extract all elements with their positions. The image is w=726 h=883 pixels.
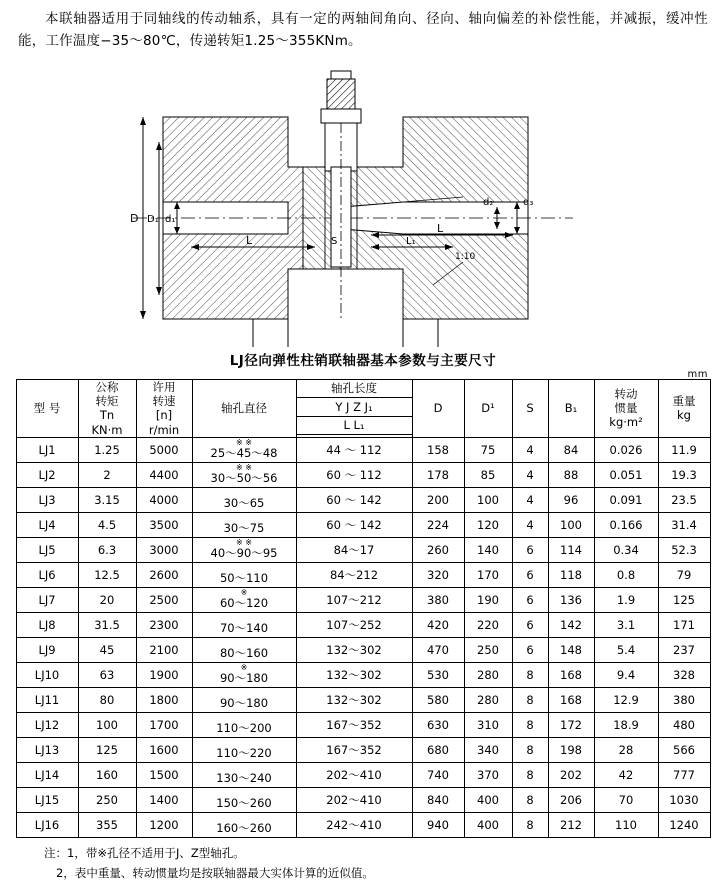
- bore-star-marks: [193, 814, 296, 821]
- table-notes: [44, 844, 682, 883]
- cell-model: LJ9: [16, 638, 78, 663]
- cell-speed: 1700: [136, 713, 192, 738]
- cell-D: 260: [412, 538, 464, 563]
- cell-S: 8: [512, 663, 548, 688]
- cell-bore-diameter: [192, 563, 296, 588]
- cell-bore-length: 132～302: [296, 638, 412, 663]
- cell-bore-diameter: [192, 813, 296, 838]
- th-S: S: [512, 379, 548, 438]
- bore-star-marks: [193, 789, 296, 796]
- cell-bore-diameter: [192, 663, 296, 688]
- table-row: [16, 438, 710, 463]
- cell-B1: 206: [548, 788, 594, 813]
- cell-inertia: 9.4: [594, 663, 658, 688]
- cell-torque: 1.25: [78, 438, 136, 463]
- cell-weight: 11.9: [658, 438, 710, 463]
- cell-D: 940: [412, 813, 464, 838]
- cell-bore-diameter: [192, 763, 296, 788]
- bore-star-marks: ※ ※: [236, 538, 252, 548]
- cell-weight: 328: [658, 663, 710, 688]
- cell-inertia: 3.1: [594, 613, 658, 638]
- cell-bore-length: 84～17: [296, 538, 412, 563]
- th-speed-l4: r/min: [148, 422, 180, 437]
- bore-diameter-value: 150～260: [216, 796, 272, 811]
- th-speed-l3: [n]: [155, 408, 173, 423]
- cell-S: 4: [512, 438, 548, 463]
- cell-torque: 63: [78, 663, 136, 688]
- cell-torque: 20: [78, 588, 136, 613]
- table-row: [16, 538, 710, 563]
- th-bore-diameter: 轴孔直径: [192, 379, 296, 438]
- cell-D1: 370: [464, 763, 512, 788]
- bore-star-marks: [193, 614, 296, 621]
- label-L1: L₁: [406, 235, 416, 247]
- cell-inertia: 1.9: [594, 588, 658, 613]
- cell-S: 6: [512, 538, 548, 563]
- cell-B1: 148: [548, 638, 594, 663]
- cell-inertia: 110: [594, 813, 658, 838]
- cell-model: LJ5: [16, 538, 78, 563]
- cell-torque: 250: [78, 788, 136, 813]
- cell-bore-diameter: [192, 713, 296, 738]
- cell-weight: 237: [658, 638, 710, 663]
- cell-bore-diameter: [192, 463, 296, 488]
- cell-bore-length: 60 ～ 142: [296, 488, 412, 513]
- cell-B1: 114: [548, 538, 594, 563]
- cell-D1: 85: [464, 463, 512, 488]
- th-inertia-l3: kg·m²: [609, 415, 643, 430]
- cell-weight: 1240: [658, 813, 710, 838]
- th-D1: D¹: [464, 379, 512, 438]
- bore-diameter-value: 30～75: [223, 521, 265, 536]
- cell-D: 420: [412, 613, 464, 638]
- document-page: [0, 8, 726, 881]
- spec-table: [16, 379, 711, 839]
- th-torque: [78, 379, 136, 438]
- cell-bore-diameter: [192, 613, 296, 638]
- cell-inertia: 0.091: [594, 488, 658, 513]
- cell-S: 4: [512, 488, 548, 513]
- cell-S: 8: [512, 738, 548, 763]
- bore-diameter-value: 40～90～95: [210, 546, 278, 561]
- cell-model: LJ14: [16, 763, 78, 788]
- cell-D1: 140: [464, 538, 512, 563]
- cell-D1: 400: [464, 813, 512, 838]
- cell-bore-length: 60 ～ 142: [296, 513, 412, 538]
- table-row: [16, 638, 710, 663]
- figure-title: LJ径向弹性柱销联轴器基本参数与主要尺寸: [229, 352, 497, 369]
- cell-D: 740: [412, 763, 464, 788]
- cell-B1: 84: [548, 438, 594, 463]
- bore-star-marks: [193, 739, 296, 746]
- cell-D: 680: [412, 738, 464, 763]
- note-1: 注：1，带※孔径不适用于J、Z型轴孔。: [44, 846, 245, 861]
- cell-bore-length: 107～252: [296, 613, 412, 638]
- cell-weight: 1030: [658, 788, 710, 813]
- cell-torque: 80: [78, 688, 136, 713]
- cell-bore-diameter: [192, 438, 296, 463]
- bore-star-marks: [193, 764, 296, 771]
- cell-speed: 1600: [136, 738, 192, 763]
- cell-speed: 2100: [136, 638, 192, 663]
- table-row: [16, 563, 710, 588]
- bore-diameter-value: 70～140: [219, 621, 269, 636]
- th-inertia-l2: 惯量: [614, 401, 638, 416]
- cell-D: 320: [412, 563, 464, 588]
- cell-inertia: 12.9: [594, 688, 658, 713]
- table-row: [16, 588, 710, 613]
- cell-B1: 100: [548, 513, 594, 538]
- cell-inertia: 0.34: [594, 538, 658, 563]
- th-weight-l2: kg: [677, 408, 691, 423]
- cell-D: 200: [412, 488, 464, 513]
- cell-D1: 310: [464, 713, 512, 738]
- cell-B1: 136: [548, 588, 594, 613]
- cell-speed: 1200: [136, 813, 192, 838]
- cell-bore-diameter: [192, 588, 296, 613]
- intro-paragraph: 本联轴器适用于同轴线的传动轴系，具有一定的两轴间角向、径向、轴向偏差的补偿性能，并减振，缓冲性能，工作温度−35～80℃，传递转矩1.25～355KNm。: [18, 11, 708, 50]
- cell-S: 8: [512, 763, 548, 788]
- cell-B1: 168: [548, 663, 594, 688]
- bore-star-marks: [193, 689, 296, 696]
- cell-speed: 1900: [136, 663, 192, 688]
- cell-inertia: 18.9: [594, 713, 658, 738]
- unit-note: mm: [687, 368, 708, 380]
- cell-speed: 2600: [136, 563, 192, 588]
- cell-weight: 777: [658, 763, 710, 788]
- table-row: [16, 513, 710, 538]
- th-B1: B₁: [548, 379, 594, 438]
- cell-B1: 202: [548, 763, 594, 788]
- cell-D: 630: [412, 713, 464, 738]
- cell-S: 6: [512, 588, 548, 613]
- bore-star-marks: ※: [240, 663, 248, 673]
- cell-S: 4: [512, 513, 548, 538]
- cell-weight: 79: [658, 563, 710, 588]
- cell-bore-length: 132～302: [296, 663, 412, 688]
- cell-D: 530: [412, 663, 464, 688]
- cell-B1: 198: [548, 738, 594, 763]
- cell-weight: 31.4: [658, 513, 710, 538]
- cell-torque: 4.5: [78, 513, 136, 538]
- cell-speed: 2500: [136, 588, 192, 613]
- th-speed-l2: 转速: [152, 393, 176, 408]
- th-torque-l1: 公称: [95, 379, 119, 394]
- bore-diameter-value: 80～160: [219, 646, 269, 661]
- cell-model: LJ4: [16, 513, 78, 538]
- cell-S: 4: [512, 463, 548, 488]
- cell-D: 158: [412, 438, 464, 463]
- cell-D: 580: [412, 688, 464, 713]
- cell-speed: 1500: [136, 763, 192, 788]
- cell-inertia: 0.051: [594, 463, 658, 488]
- cell-model: LJ11: [16, 688, 78, 713]
- cell-model: LJ12: [16, 713, 78, 738]
- cell-torque: 2: [78, 463, 136, 488]
- table-row: [16, 788, 710, 813]
- bore-star-marks: [193, 639, 296, 646]
- cell-bore-diameter: [192, 638, 296, 663]
- cell-bore-length: 202～410: [296, 788, 412, 813]
- bore-diameter-value: 160～260: [216, 821, 272, 836]
- cell-speed: 1400: [136, 788, 192, 813]
- cell-B1: 172: [548, 713, 594, 738]
- cell-S: 8: [512, 688, 548, 713]
- cell-bore-length: 107～212: [296, 588, 412, 613]
- cell-weight: 566: [658, 738, 710, 763]
- cell-B1: 118: [548, 563, 594, 588]
- cell-speed: 3500: [136, 513, 192, 538]
- cell-inertia: 0.026: [594, 438, 658, 463]
- cell-bore-diameter: [192, 788, 296, 813]
- cell-speed: 4000: [136, 488, 192, 513]
- bore-diameter-value: 25～45～48: [210, 446, 278, 461]
- label-L-left: L: [246, 233, 253, 247]
- table-row: [16, 488, 710, 513]
- cell-D1: 100: [464, 488, 512, 513]
- cell-torque: 3.15: [78, 488, 136, 513]
- cell-S: 6: [512, 613, 548, 638]
- cell-B1: 168: [548, 688, 594, 713]
- th-torque-l4: KN·m: [91, 422, 123, 437]
- th-bore-length: 轴孔长度: [296, 379, 412, 398]
- cell-bore-diameter: [192, 488, 296, 513]
- bore-star-marks: [193, 714, 296, 721]
- cell-speed: 5000: [136, 438, 192, 463]
- table-row: [16, 613, 710, 638]
- cell-B1: 142: [548, 613, 594, 638]
- cell-D1: 220: [464, 613, 512, 638]
- cell-inertia: 70: [594, 788, 658, 813]
- label-L-right: L: [437, 221, 444, 235]
- table-row: [16, 463, 710, 488]
- label-d2: d₂: [483, 196, 494, 208]
- cell-model: LJ7: [16, 588, 78, 613]
- label-D1: D₁: [147, 213, 159, 225]
- cell-torque: 125: [78, 738, 136, 763]
- cell-speed: 3000: [136, 538, 192, 563]
- cell-torque: 160: [78, 763, 136, 788]
- cell-inertia: 28: [594, 738, 658, 763]
- label-d3: d₃: [523, 196, 534, 208]
- cell-weight: 52.3: [658, 538, 710, 563]
- label-taper: 1:10: [455, 251, 476, 262]
- cell-torque: 45: [78, 638, 136, 663]
- cell-model: LJ10: [16, 663, 78, 688]
- bore-diameter-value: 130～240: [216, 771, 272, 786]
- cell-B1: 88: [548, 463, 594, 488]
- bore-star-marks: ※: [240, 588, 248, 598]
- cell-torque: 31.5: [78, 613, 136, 638]
- cell-bore-length: 60 ～ 112: [296, 463, 412, 488]
- cell-D: 178: [412, 463, 464, 488]
- cell-bore-length: 167～352: [296, 738, 412, 763]
- cell-D1: 75: [464, 438, 512, 463]
- cell-S: 6: [512, 638, 548, 663]
- cell-torque: 100: [78, 713, 136, 738]
- bore-diameter-value: 30～65: [223, 496, 265, 511]
- cell-D: 470: [412, 638, 464, 663]
- cell-S: 8: [512, 788, 548, 813]
- th-bore-length-sub: L L₁: [296, 416, 412, 435]
- label-D: D: [130, 211, 139, 225]
- th-D: D: [412, 379, 464, 438]
- bore-star-marks: ※ ※: [236, 463, 252, 473]
- cell-B1: 212: [548, 813, 594, 838]
- cell-model: LJ3: [16, 488, 78, 513]
- cell-model: LJ13: [16, 738, 78, 763]
- cell-bore-length: 132～302: [296, 688, 412, 713]
- cell-inertia: 0.8: [594, 563, 658, 588]
- cell-D1: 400: [464, 788, 512, 813]
- cell-weight: 19.3: [658, 463, 710, 488]
- note-2: 2，表中重量、转动惯量均是按联轴器最大实体计算的近似值。: [56, 865, 374, 880]
- th-inertia-l1: 转动: [614, 386, 638, 401]
- cell-weight: 480: [658, 713, 710, 738]
- th-bore-length-types: Y J Z J₁: [296, 398, 412, 417]
- cell-D: 840: [412, 788, 464, 813]
- cell-D1: 250: [464, 638, 512, 663]
- table-row: [16, 813, 710, 838]
- cell-bore-diameter: [192, 688, 296, 713]
- table-body: [16, 438, 710, 838]
- bore-diameter-value: 50～110: [219, 571, 269, 586]
- cell-D1: 280: [464, 688, 512, 713]
- cell-bore-diameter: [192, 538, 296, 563]
- cell-speed: 2300: [136, 613, 192, 638]
- cell-D1: 340: [464, 738, 512, 763]
- cell-S: 8: [512, 813, 548, 838]
- cell-weight: 23.5: [658, 488, 710, 513]
- cell-S: 6: [512, 563, 548, 588]
- bore-diameter-value: 110～200: [216, 721, 272, 736]
- cell-torque: 355: [78, 813, 136, 838]
- cell-bore-diameter: [192, 738, 296, 763]
- cell-D: 380: [412, 588, 464, 613]
- th-inertia: [594, 379, 658, 438]
- th-speed-l1: 许用: [152, 379, 176, 394]
- cell-speed: 1800: [136, 688, 192, 713]
- bore-star-marks: [193, 564, 296, 571]
- bore-star-marks: [193, 489, 296, 496]
- cell-torque: 12.5: [78, 563, 136, 588]
- cell-torque: 6.3: [78, 538, 136, 563]
- coupling-figure: [14, 57, 712, 347]
- cell-inertia: 0.166: [594, 513, 658, 538]
- th-weight-l1: 重量: [672, 393, 696, 408]
- cell-inertia: 42: [594, 763, 658, 788]
- th-weight: [658, 379, 710, 438]
- cell-model: LJ8: [16, 613, 78, 638]
- th-torque-l3: Tn: [99, 408, 115, 423]
- cell-model: LJ16: [16, 813, 78, 838]
- cell-model: LJ2: [16, 463, 78, 488]
- cell-D1: 190: [464, 588, 512, 613]
- cell-bore-length: 202～410: [296, 763, 412, 788]
- cell-B1: 96: [548, 488, 594, 513]
- label-d1: d₁: [165, 213, 176, 225]
- cell-model: LJ6: [16, 563, 78, 588]
- table-row: [16, 688, 710, 713]
- cell-bore-length: 167～352: [296, 713, 412, 738]
- cell-weight: 171: [658, 613, 710, 638]
- bore-diameter-value: 110～220: [216, 746, 272, 761]
- cell-model: LJ15: [16, 788, 78, 813]
- coupling-drawing: [103, 57, 623, 347]
- cell-weight: 380: [658, 688, 710, 713]
- th-model: 型 号: [16, 379, 78, 438]
- cell-inertia: 5.4: [594, 638, 658, 663]
- cell-speed: 4400: [136, 463, 192, 488]
- cell-D: 224: [412, 513, 464, 538]
- bore-diameter-value: 30～50～56: [210, 471, 278, 486]
- cell-model: LJ1: [16, 438, 78, 463]
- cell-D1: 170: [464, 563, 512, 588]
- table-row: [16, 713, 710, 738]
- cell-S: 8: [512, 713, 548, 738]
- table-row: [16, 763, 710, 788]
- th-speed: [136, 379, 192, 438]
- bore-diameter-value: 90～180: [219, 671, 269, 686]
- cell-bore-diameter: [192, 513, 296, 538]
- bore-star-marks: ※ ※: [236, 438, 252, 448]
- bore-star-marks: [193, 514, 296, 521]
- th-torque-l2: 转矩: [95, 393, 119, 408]
- cell-weight: 125: [658, 588, 710, 613]
- table-header-row-1: [16, 379, 710, 398]
- label-S: S: [331, 235, 338, 247]
- bore-diameter-value: 60～120: [219, 596, 269, 611]
- table-row: [16, 738, 710, 763]
- cell-D1: 120: [464, 513, 512, 538]
- bore-diameter-value: 90～180: [219, 696, 269, 711]
- cell-bore-length: 84～212: [296, 563, 412, 588]
- cell-bore-length: 44 ～ 112: [296, 438, 412, 463]
- table-row: [16, 663, 710, 688]
- cell-bore-length: 242～410: [296, 813, 412, 838]
- cell-D1: 280: [464, 663, 512, 688]
